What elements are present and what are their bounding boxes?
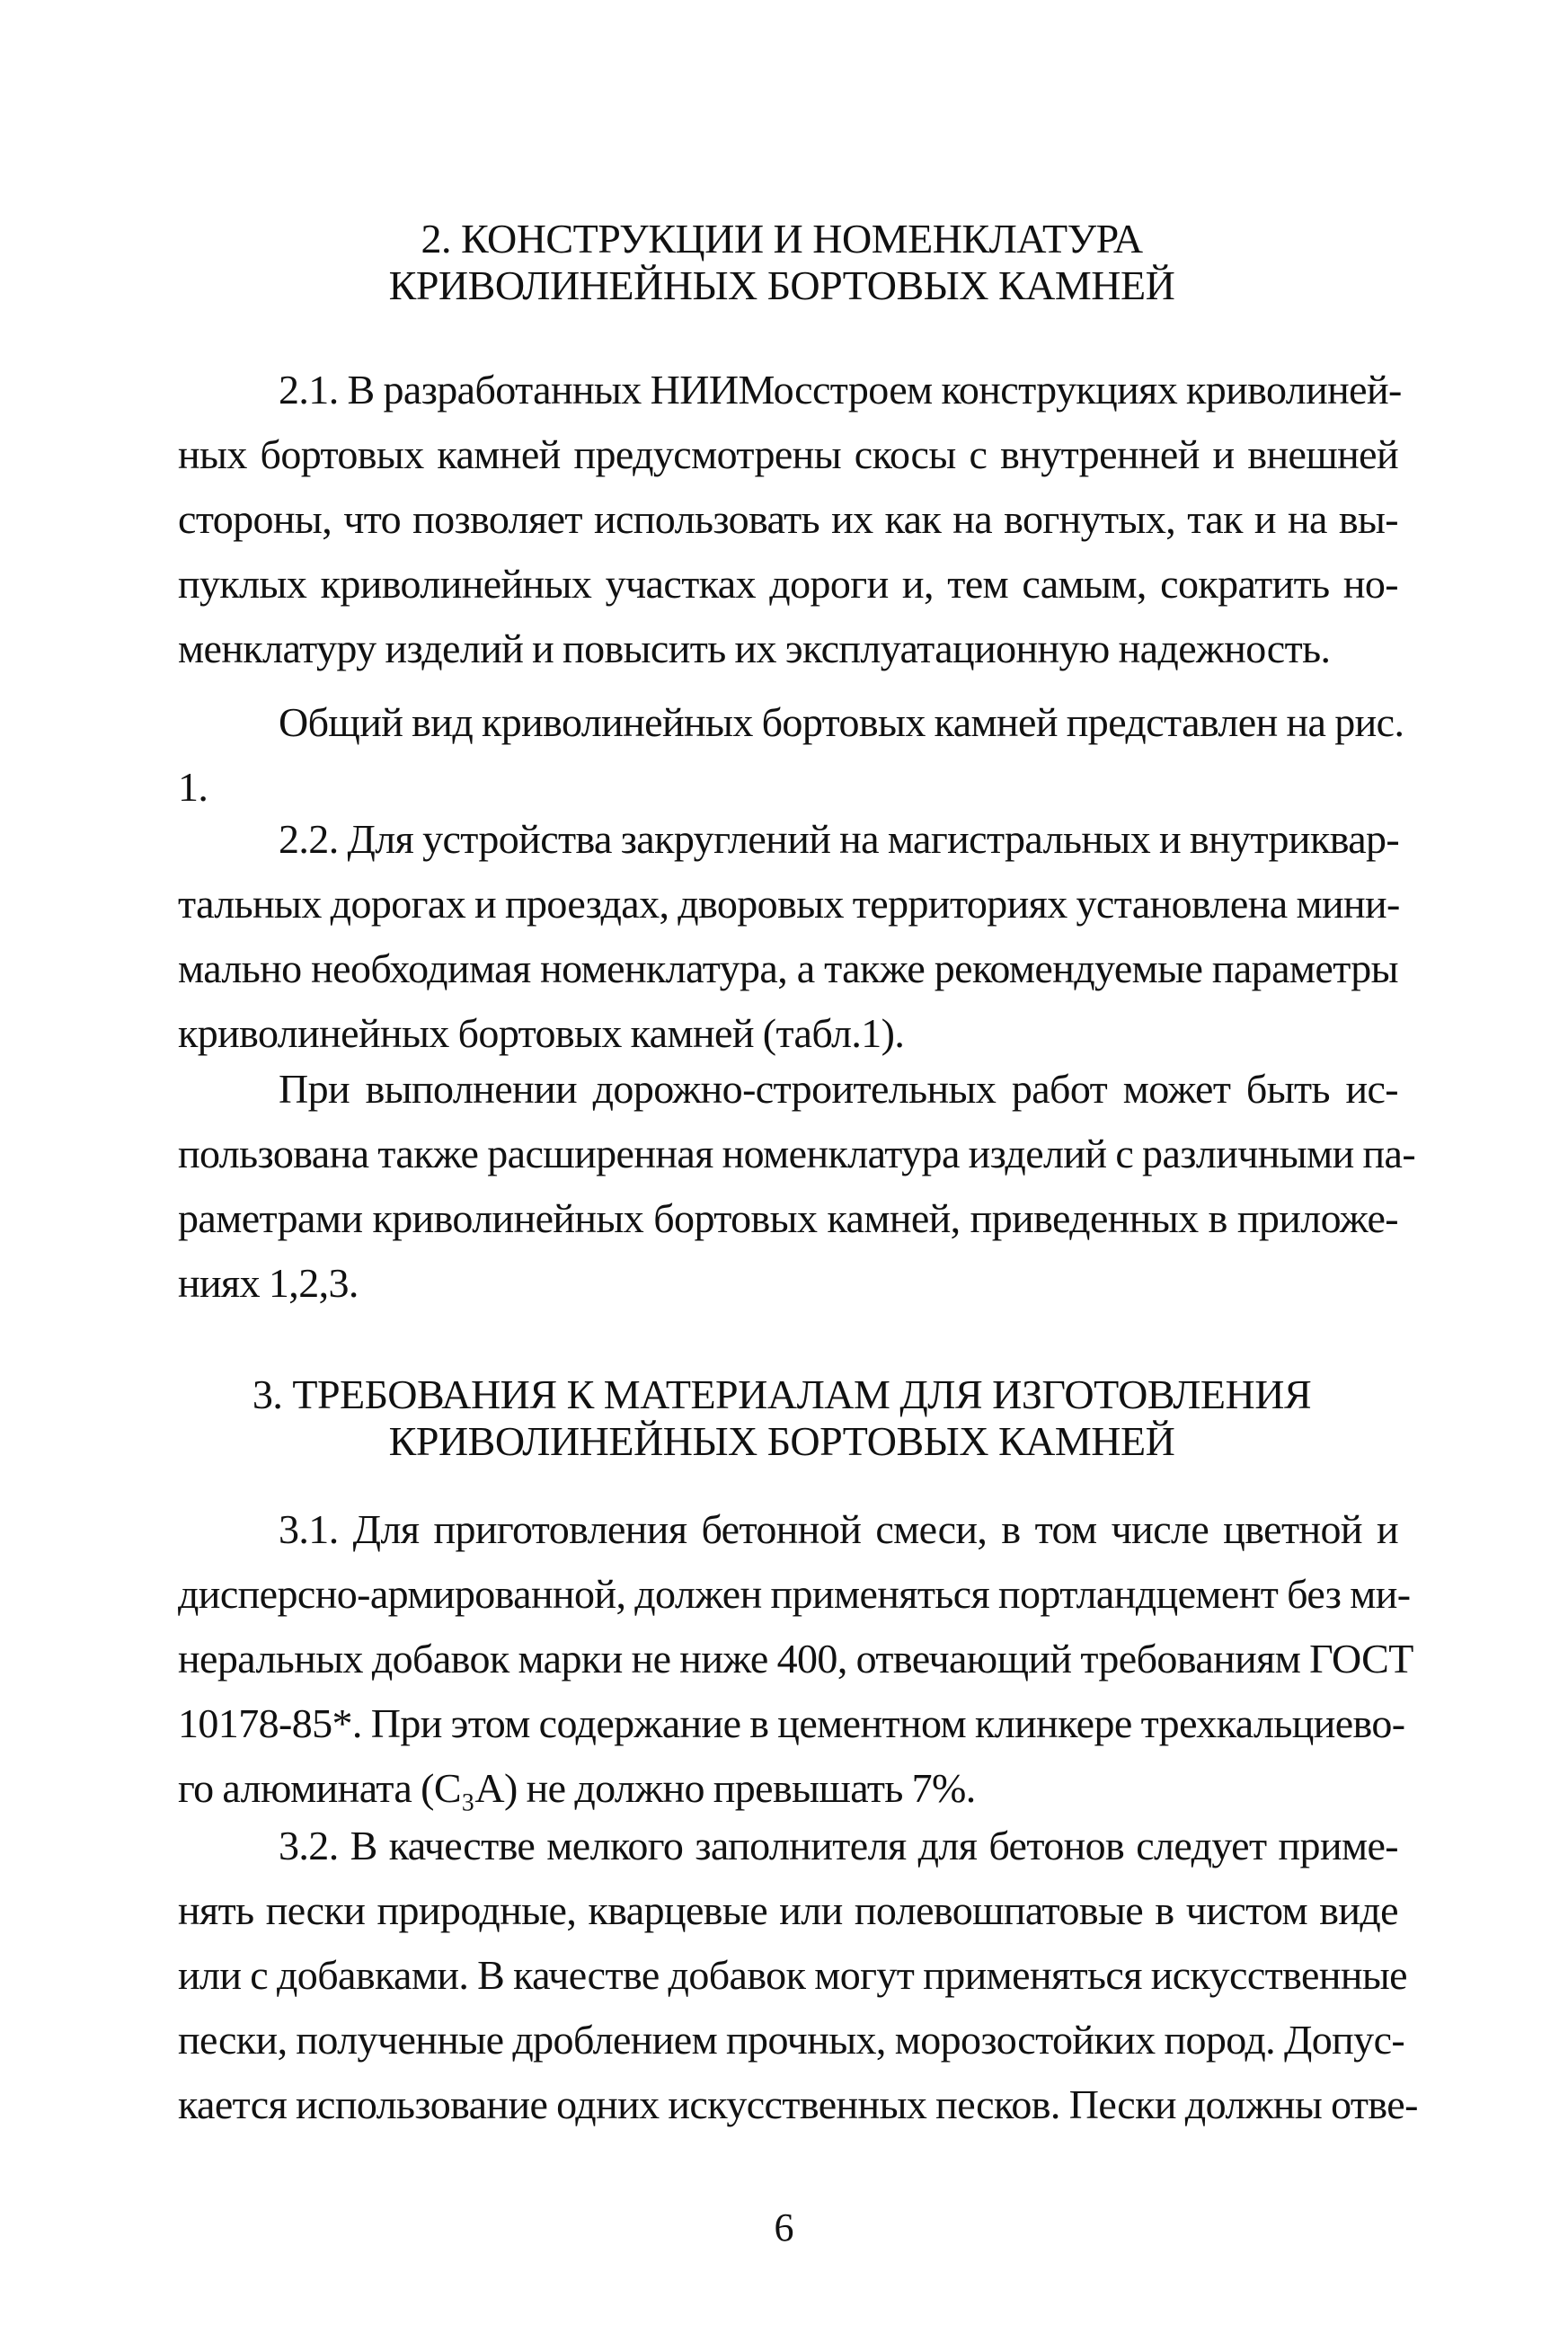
text-line: раметрами криволинейных бортовых камней, приведенных в приложе- [178,1195,1398,1241]
heading-line: КРИВОЛИНЕЙНЫХ БОРТОВЫХ КАМНЕЙ [388,1418,1175,1464]
text-line: нять пески природные, кварцевые или полевошпатовые в чистом виде [178,1887,1398,1933]
section-2-heading [162,216,1402,309]
section-3-heading [162,1371,1402,1465]
text-line: 3.2. В качестве мелкого заполнителя для бетонов следует приме- [279,1823,1398,1868]
text-line: го алюмината (C₃A) не должно превышать 7%. [178,1765,976,1811]
text-line: или с добавками. В качестве добавок могут применяться искусственные [178,1952,1407,1998]
text-line: дисперсно-армированной, должен применяться портландцемент без ми- [178,1571,1411,1617]
heading-line: 3. ТРЕБОВАНИЯ К МАТЕРИАЛАМ ДЛЯ ИЗГОТОВЛЕНИЯ [252,1371,1312,1417]
text-line: Общий вид криволинейных бортовых камней представлен на рис. [279,699,1404,745]
paragraph-3-2 [178,1814,1418,2137]
text-line: криволинейных бортовых камней (табл.1). [178,1010,905,1056]
paragraph-general-view [178,690,1404,820]
text-line: 2.1. В разработанных НИИМосстроем конструкциях криволиней- [279,367,1402,413]
text-line: При выполнении дорожно-строительных работ может быть ис- [279,1066,1398,1112]
text-line: ных бортовых камней предусмотрены скосы с внутренней и внешней [178,431,1398,477]
heading-line: 2. КОНСТРУКЦИИ И НОМЕНКЛАТУРА [421,216,1143,262]
paragraph-2-1 [178,358,1402,681]
page-number: 6 [774,2205,794,2250]
text-line: 2.2. Для устройства закруглений на магистральных и внутриквар- [279,816,1400,862]
text-line: 1. [178,764,208,810]
paragraph-2-2 [178,807,1398,1066]
text-line: пользована также расширенная номенклатура изделий с различными па- [178,1131,1416,1176]
text-line: 10178-85*. При этом содержание в цементном клинкере трехкальциево- [178,1700,1405,1746]
paragraph-3-1 [178,1497,1413,1821]
text-line: стороны, что позволяет использовать их как на вогнутых, так и на вы- [178,496,1398,542]
text-line: неральных добавок марки не ниже 400, отвечающий требованиям ГОСТ [178,1636,1413,1682]
text-line: тальных дорогах и проездах, дворовых территориях установлена мини- [178,881,1400,927]
paragraph-extended-nomenclature [178,1057,1416,1316]
text-line: пуклых криволинейных участках дороги и, тем самым, сократить но- [178,561,1398,607]
heading-line: КРИВОЛИНЕЙНЫХ БОРТОВЫХ КАМНЕЙ [388,262,1175,308]
text-line: менклатуру изделий и повысить их эксплуатационную надежность. [178,626,1331,671]
text-line: ниях 1,2,3. [178,1260,359,1306]
text-line: мально необходимая номенклатура, а также рекомендуемые параметры [178,945,1398,991]
text-line: 3.1. Для приготовления бетонной смеси, в том числе цветной и [279,1506,1398,1552]
text-line: пески, полученные дроблением прочных, морозостойких пород. Допус- [178,2017,1405,2063]
text-line: кается использование одних искусственных песков. Пески должны отве- [178,2081,1418,2127]
